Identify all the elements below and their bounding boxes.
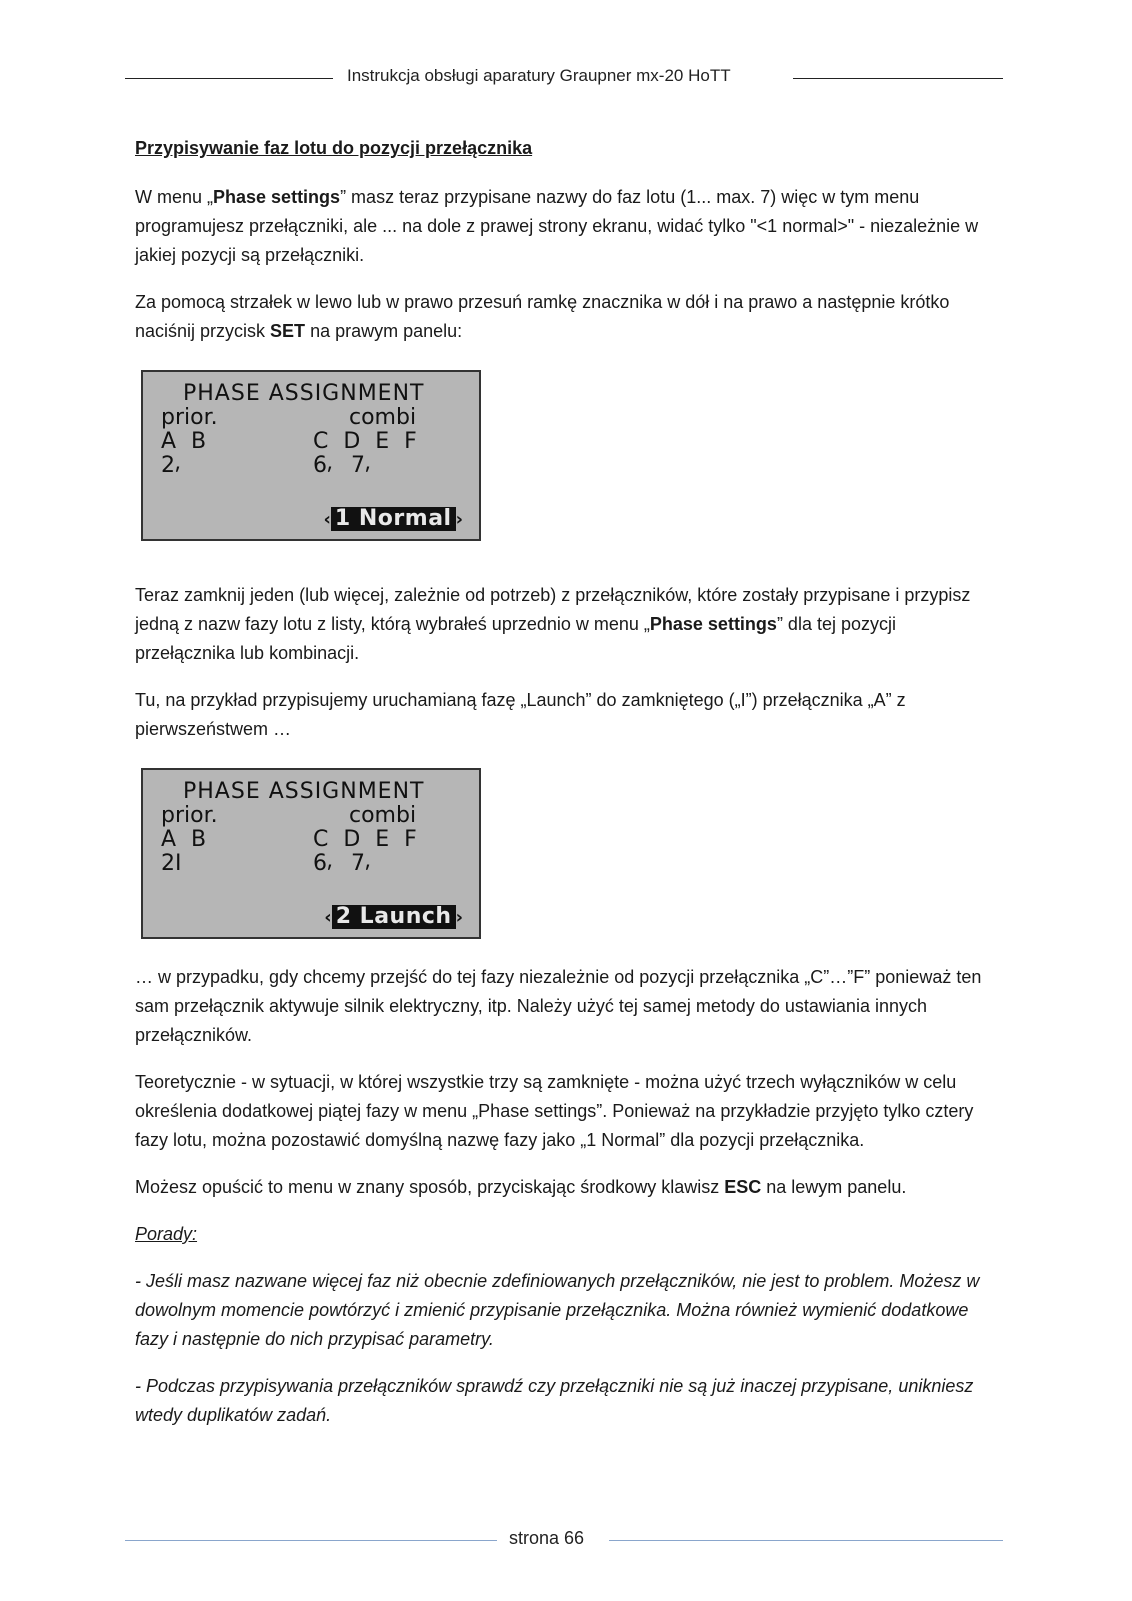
tip-2: - Podczas przypisywania przełączników sprawdź czy przełączniki nie są już inaczej przypisane, unikniesz wtedy duplikatów zadań. — [135, 1376, 974, 1425]
page-footer — [125, 1528, 1003, 1552]
lcd-prior-label: prior. — [161, 803, 218, 828]
lcd-title: PHASE ASSIGNMENT — [183, 779, 425, 804]
page-number: strona 66 — [509, 1528, 585, 1548]
lcd-prior-columns: A B — [161, 429, 207, 454]
lcd-switch-c-value: 6⸴ — [313, 453, 333, 478]
p3-bold: Phase settings — [649, 614, 777, 634]
paragraph-phase-settings — [135, 183, 997, 270]
header-rule-left — [125, 78, 333, 79]
lcd-phase-selector — [324, 904, 463, 930]
paragraph-close-switch — [135, 581, 997, 668]
lcd-screen-normal — [141, 370, 481, 541]
paragraph-exit-menu — [135, 1173, 997, 1202]
section-heading: Przypisywanie faz lotu do pozycji przełącznika — [135, 138, 533, 158]
header-rule-right — [793, 78, 1003, 79]
lcd-switch-d-value: 7⸴ — [351, 453, 371, 478]
p2-bold: SET — [270, 321, 306, 341]
paragraph-theoretical: Teoretycznie - w sytuacji, w której wszystkie trzy są zamknięte - można użyć trzech wyłączników w celu określenia dodatkowej piątej fazy w menu „Phase settings”. Ponieważ na przykładzie przyjęto tylko cztery fazy lotu, można pozostawić domyślną nazwę fazy jako „1 Normal” dla pozycji przełącznika. — [135, 1072, 974, 1150]
p7-text-c: na lewym panelu. — [761, 1177, 907, 1197]
p2-text-c: na prawym panelu: — [305, 321, 463, 341]
chevron-right-icon: › — [455, 508, 463, 530]
p1-text-c: ” masz teraz przypisane nazwy do faz lotu (1... max. 7) więc w tym menu programujesz przełączniki, ale ... na dole z prawej strony ekranu, widać tylko "<1 normal>" - niezależnie w jakiej pozycji są przełączniki. — [135, 187, 979, 265]
p2-text-a: Za pomocą strzałek w lewo lub w prawo przesuń ramkę znacznika w dół i na prawo a następnie krótko naciśnij przycisk — [135, 292, 950, 341]
lcd-switch-a-value: 2⸴ — [161, 453, 181, 478]
footer-rule-right — [609, 1540, 1003, 1541]
lcd-phase-selector — [324, 506, 464, 532]
lcd-switch-a-value: 2I — [161, 851, 182, 876]
chevron-right-icon: › — [455, 906, 463, 928]
tip-1: - Jeśli masz nazwane więcej faz niż obecnie zdefiniowanych przełączników, nie jest to problem. Możesz w dowolnym momencie powtórzyć i zmienić przypisanie przełącznika. Można również wymienić dodatkowe fazy i następnie do nich przypisać parametry. — [135, 1271, 980, 1349]
p1-bold: Phase settings — [213, 187, 341, 207]
p7-text-a: Możesz opuścić to menu w znany sposób, przyciskając środkowy klawisz — [135, 1177, 725, 1197]
page-header — [125, 62, 1003, 86]
lcd-prior-columns: A B — [161, 827, 207, 852]
lcd-title: PHASE ASSIGNMENT — [183, 381, 425, 406]
paragraph-independent-position: … w przypadku, gdy chcemy przejść do tej fazy niezależnie od pozycji przełącznika „C”…”F” ponieważ ten sam przełącznik aktywuje silnik elektryczny, itp. Należy użyć tej samej metody do ustawiania innych przełączników. — [135, 967, 982, 1045]
lcd-combi-label: combi — [349, 803, 417, 828]
p7-bold: ESC — [724, 1177, 762, 1197]
page-content — [135, 134, 997, 1448]
lcd-prior-label: prior. — [161, 405, 218, 430]
footer-rule-left — [125, 1540, 497, 1541]
p3-text-a: Teraz zamknij jeden (lub więcej, zależnie od potrzeb) z przełączników, które zostały przypisane i przypisz jedną z nazw fazy lotu z listy, którą wybrałeś uprzednio w menu „ — [135, 585, 971, 634]
lcd-phase-name: 2 Launch — [332, 905, 456, 929]
chevron-left-icon: ‹ — [323, 508, 331, 530]
header-title: Instrukcja obsługi aparatury Graupner mx-20 HoTT — [347, 66, 731, 85]
p1-text-a: W menu „ — [135, 187, 214, 207]
tips-label: Porady: — [135, 1224, 198, 1244]
lcd-screen-launch — [141, 768, 481, 939]
lcd-combi-columns: C D E F — [313, 429, 417, 454]
paragraph-arrows-set — [135, 288, 997, 346]
lcd-switch-c-value: 6⸴ — [313, 851, 333, 876]
chevron-left-icon: ‹ — [324, 906, 332, 928]
lcd-phase-name: 1 Normal — [331, 507, 456, 531]
lcd-combi-label: combi — [349, 405, 417, 430]
paragraph-launch-example: Tu, na przykład przypisujemy uruchamianą fazę „Launch” do zamkniętego („I”) przełącznika „A” z pierwszeństwem … — [135, 690, 906, 739]
lcd-combi-columns: C D E F — [313, 827, 417, 852]
p3-text-c: ” dla tej pozycji przełącznika lub kombinacji. — [135, 614, 896, 663]
lcd-switch-d-value: 7⸴ — [351, 851, 371, 876]
